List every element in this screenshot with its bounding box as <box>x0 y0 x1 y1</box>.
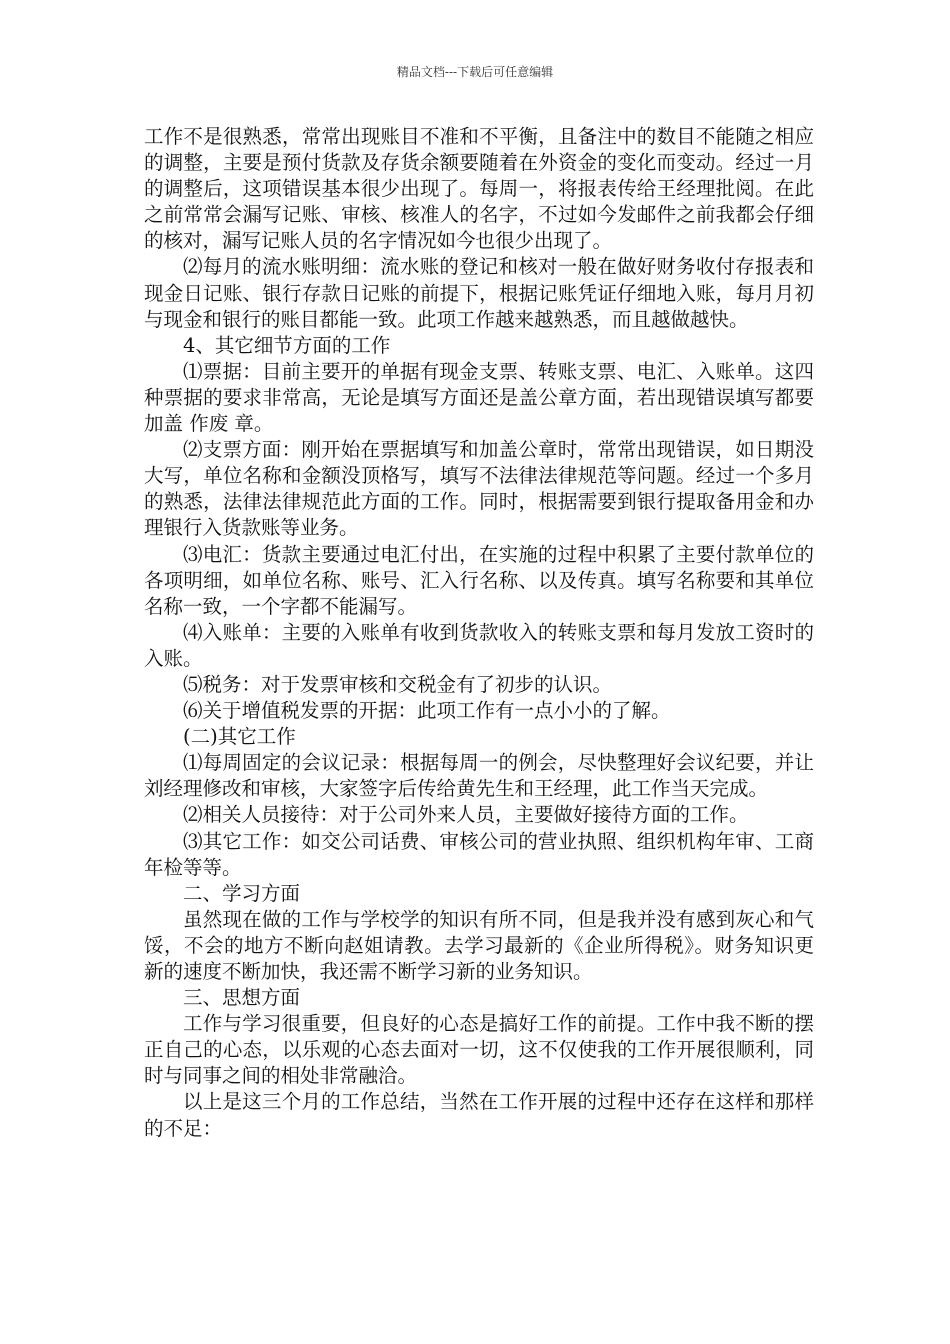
paragraph-meeting-minutes: ⑴每周固定的会议记录：根据每周一的例会，尽快整理好会议纪要，并让刘经理修改和审核，大家签字后传给黄先生和王经理，此工作当天完成。 <box>144 751 814 801</box>
paragraph-thinking: 工作与学习很重要，但良好的心态是搞好工作的前提。工作中我不断的摆正自己的心态，以乐观的心态去面对一切，这不仅使我的工作开展很顺利，同时与同事之间的相处非常融洽。 <box>144 1012 814 1088</box>
section-heading-thinking: 三、思想方面 <box>183 986 301 1010</box>
paragraph-study: 虽然现在做的工作与学校学的知识有所不同，但是我并没有感到灰心和气馁，不会的地方不断向赵姐请教。去学习最新的《企业所得税》。财务知识更新的速度不断加快，我还需不断学习新的业务知识。 <box>144 907 814 983</box>
paragraph-conclusion: 以上是这三个月的工作总结，当然在工作开展的过程中还存在这样和那样的不足： <box>144 1090 814 1140</box>
paragraph-journal-details: ⑵每月的流水账明细：流水账的登记和核对一般在做好财务收付存报表和现金日记账、银行存款日记账的前提下，根据记账凭证仔细地入账，每月月初与现金和银行的账目都能一致。此项工作越来越熟悉，而且越做越快。 <box>144 255 814 331</box>
document-body <box>144 124 814 1142</box>
section-heading-study: 二、学习方面 <box>183 881 301 905</box>
paragraph-bills: ⑴票据：目前主要开的单据有现金支票、转账支票、电汇、入账单。这四种票据的要求非常高，无论是填写方面还是盖公章方面，若出现错误填写都要加盖 作废 章。 <box>144 359 814 436</box>
paragraph-tax: ⑸税务：对于发票审核和交税金有了初步的认识。 <box>183 672 613 696</box>
paragraph-deposit-slip: ⑷入账单：主要的入账单有收到货款收入的转账支票和每月发放工资时的入账。 <box>144 620 814 670</box>
paragraph-reception: ⑵相关人员接待：对于公司外来人员，主要做好接待方面的工作。 <box>183 803 749 827</box>
page-header: 精品文档---下载后可任意编辑 <box>396 65 554 79</box>
section-heading-other-work: (二)其它工作 <box>183 725 296 749</box>
paragraph-wire-transfer: ⑶电汇：货款主要通过电汇付出，在实施的过程中积累了主要付款单位的各项明细，如单位名称、账号、汇入行名称、以及传真。填写名称要和其单位名称一致，一个字都不能漏写。 <box>144 542 814 618</box>
paragraph-misc-work: ⑶其它工作：如交公司话费、审核公司的营业执照、组织机构年审、工商年检等等。 <box>144 829 814 879</box>
paragraph-cheques: ⑵支票方面：刚开始在票据填写和加盖公章时，常常出现错误，如日期没大写，单位名称和金额没顶格写，填写不法律法律规范等问题。经过一个多月的熟悉，法律法律规范此方面的工作。同时，根据需要到银行提取备用金和办理银行入货款账等业务。 <box>144 438 814 540</box>
paragraph-continued: 工作不是很熟悉，常常出现账目不准和不平衡，且备注中的数目不能随之相应的调整，主要是预付货款及存货余额要随着在外资金的变化而变动。经过一月的调整后，这项错误基本很少出现了。每周一，将报表传给王经理批阅。在此之前常常会漏写记账、审核、核准人的名字，不过如今发邮件之前我都会仔细的核对，漏写记账人员的名字情况如今也很少出现了。 <box>144 125 814 253</box>
section-heading-other-details: 4、其它细节方面的工作 <box>183 333 391 357</box>
paragraph-vat-invoice: ⑹关于增值税发票的开据：此项工作有一点小小的了解。 <box>183 699 671 723</box>
